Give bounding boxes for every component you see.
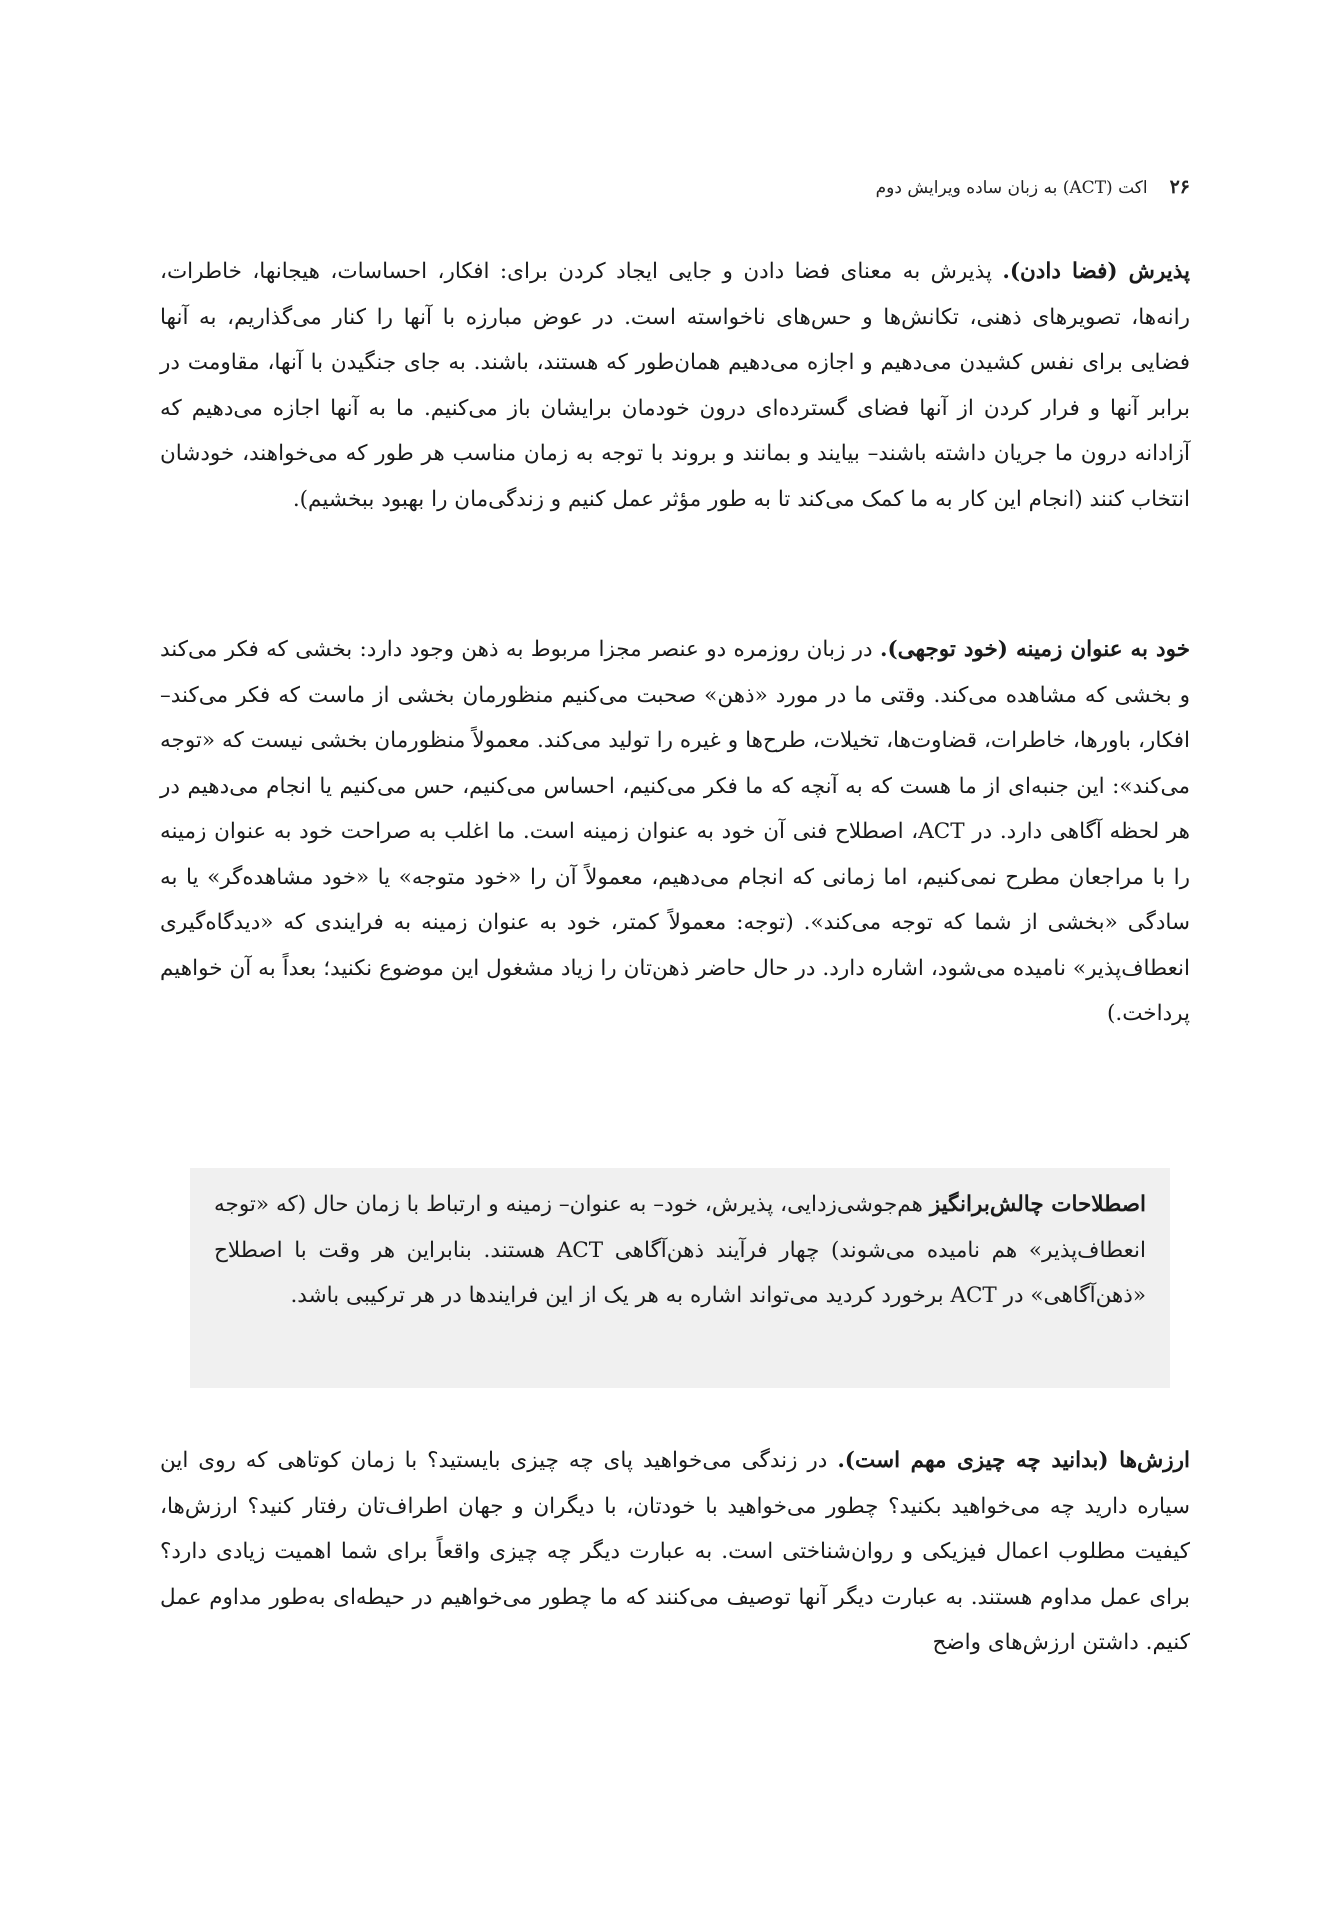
term-self-as-context: خود به عنوان زمینه (خود توجهی). bbox=[879, 637, 1190, 662]
paragraph-values-body: در زندگی می‌خواهید پای چه چیزی بایستید؟ با زمان کوتاهی که روی این سیاره دارید چه می‌خواهید بکنید؟ چطور می‌خواهید با خودتان، با دیگران و جهان اطراف‌تان رفتار کنید؟ ارزش‌ها، کیفیت مطلوب اعمال فیزیکی و روان‌شناختی است. به عبارت دیگر چه چیزی واقعاً برای شما اهمیت زیادی دارد؟ برای عمل مداوم هستند. به عبارت دیگر آنها توصیف می‌کنند که ما چطور می‌خواهیم در حیطه‌ای به‌طور مداوم عمل کنیم. داشتن ارزش‌های واضح bbox=[160, 1448, 1190, 1655]
paragraph-acceptance bbox=[160, 249, 1190, 522]
paragraph-values bbox=[160, 1438, 1190, 1666]
running-header bbox=[876, 176, 1190, 198]
paragraph-acceptance-body: پذیرش به معنای فضا دادن و جایی ایجاد کردن برای: افکار، احساسات، هیجانها، خاطرات، رانه‌ها، تصویرهای ذهنی، تکانش‌ها و حس‌های ناخواسته است. در عوض مبارزه با آنها را کنار می‌گذاریم، به آنها فضایی برای نفس کشیدن می‌دهیم و اجازه می‌دهیم همان‌طور که هستند، باشند. به جای جنگیدن با آنها، مقاومت در برابر آنها و فرار کردن از آنها فضای گسترده‌ای درون خودمان برایشان باز می‌کنیم. ما به آنها اجازه می‌دهیم که آزادانه درون ما جریان داشته باشند– بیایند و بمانند و بروند با توجه به زمان مناسب هر طور که می‌خواهند، خودشان انتخاب کنند (انجام این کار به ما کمک می‌کند تا به طور مؤثر عمل کنیم و زندگی‌مان را بهبود ببخشیم). bbox=[160, 259, 1190, 512]
book-title: اکت (ACT) به زبان ساده ویرایش دوم bbox=[875, 178, 1148, 198]
book-page bbox=[160, 0, 1190, 1930]
callout-term: اصطلاحات چالش‌برانگیز bbox=[929, 1192, 1147, 1217]
term-values: ارزش‌ها (بدانید چه چیزی مهم است). bbox=[837, 1448, 1191, 1473]
callout-text bbox=[214, 1182, 1146, 1319]
callout-box bbox=[190, 1168, 1170, 1388]
term-acceptance: پذیرش (فضا دادن). bbox=[1002, 259, 1190, 284]
page-number: ۲۶ bbox=[1169, 176, 1190, 198]
paragraph-self-as-context-body: در زبان روزمره دو عنصر مجزا مربوط به ذهن وجود دارد: بخشی که فکر می‌کند و بخشی که مشاهده می‌کند. وقتی ما در مورد «ذهن» صحبت می‌کنیم منظورمان بخشی از ماست که فکر می‌کند– افکار، باورها، خاطرات، قضاوت‌ها، تخیلات، طرح‌ها و غیره را تولید می‌کند. معمولاً منظورمان بخشی نیست که «توجه می‌کند»: این جنبه‌ای از ما هست که به آنچه که ما فکر می‌کنیم، احساس می‌کنیم، حس می‌کنیم یا انجام می‌دهیم در هر لحظه آگاهی دارد. در ACT، اصطلاح فنی آن خود به عنوان زمینه است. ما اغلب به صراحت خود به عنوان زمینه را با مراجعان مطرح نمی‌کنیم، اما زمانی که انجام می‌دهیم، معمولاً آن را «خود متوجه» یا «خود مشاهده‌گر» یا به سادگی «بخشی از شما که توجه می‌کند». (توجه: معمولاً کمتر، خود به عنوان زمینه به فرایندی که «دیدگاه‌گیری انعطاف‌پذیر» نامیده می‌شود، اشاره دارد. در حال حاضر ذهن‌تان را زیاد مشغول این موضوع نکنید؛ بعداً به آن خواهیم پرداخت.) bbox=[160, 637, 1191, 1026]
callout-body: هم‌جوشی‌زدایی، پذیرش، خود– به عنوان– زمینه و ارتباط با زمان حال (که «توجه انعطاف‌پذیر» هم نامیده می‌شوند) چهار فرآیند ذهن‌آگاهی ACT هستند. بنابراین هر وقت با اصطلاح «ذهن‌آگاهی» در ACT برخورد کردید می‌تواند اشاره به هر یک از این فرایندها در هر ترکیبی باشد. bbox=[214, 1192, 1146, 1308]
paragraph-self-as-context bbox=[160, 627, 1190, 1037]
